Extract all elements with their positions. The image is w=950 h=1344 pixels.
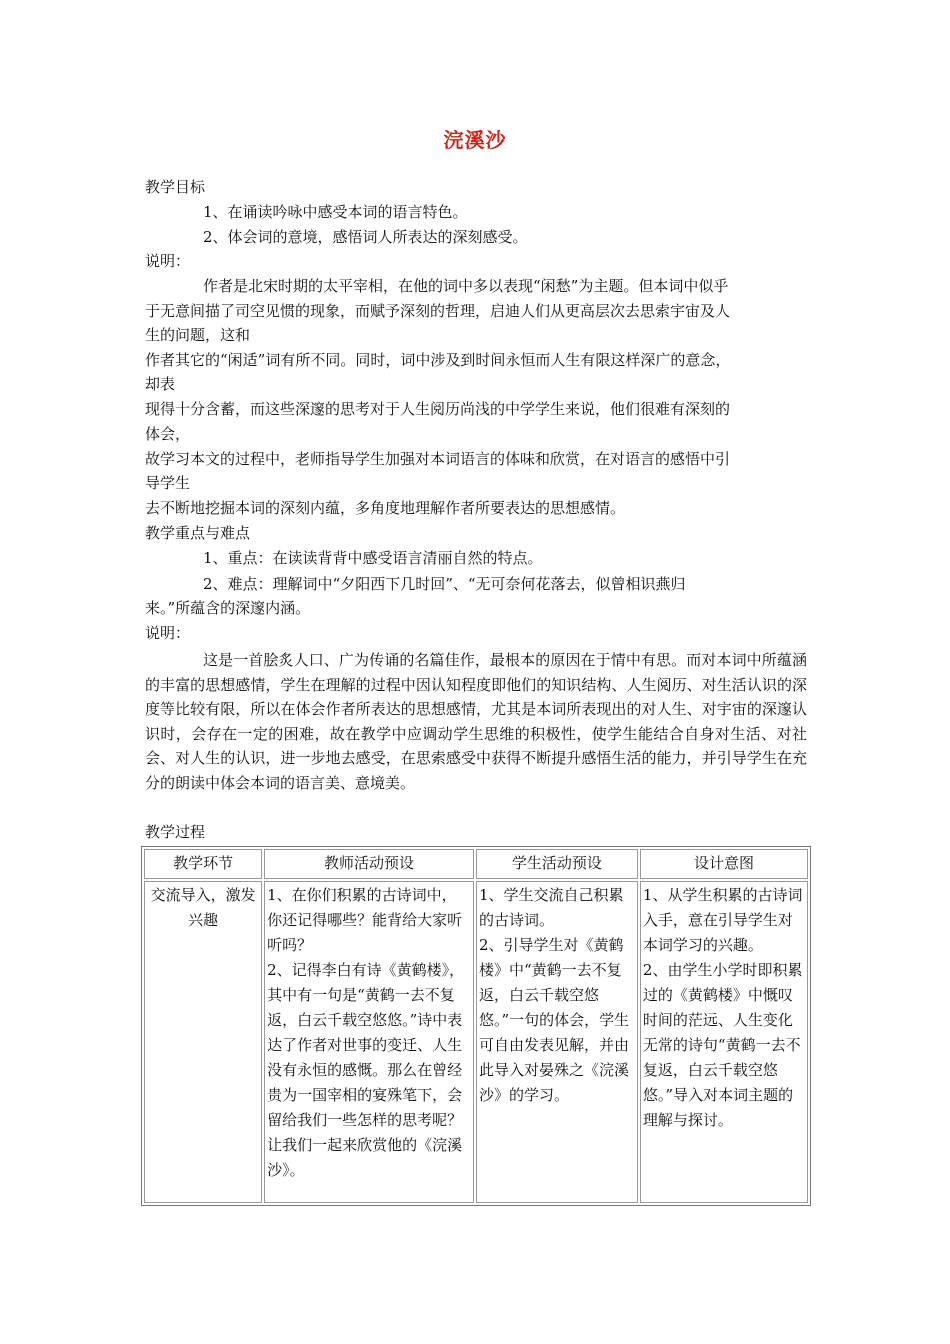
student-activity-2: 2、引导学生对《黄鹤楼》中“黄鹤一去不复返，白云千载空悠悠。”一句的体会，学生可自由发表见解，并由此导入对晏殊之《浣溪沙》的学习。: [478, 936, 630, 1104]
note1-line: 作者是北宋时期的太平宰相，在他的词中多以表现“闲愁”为主题。但本词中似乎: [203, 277, 729, 295]
note1-line: 去不断地挖掘本词的深刻内蕴，多角度地理解作者所要表达的思想感情。: [145, 499, 626, 517]
note1-line: 作者其它的“闲适”词有所不同。同时，词中涉及到时间永恒而人生有限这样深广的意念，: [145, 351, 731, 369]
intent-1: 1、从学生积累的古诗词入手，意在引导学生对本词学习的兴趣。: [642, 886, 803, 954]
cell-stage: 交流导入，激发兴趣: [144, 881, 262, 1203]
student-activity-1: 1、学生交流自己积累的古诗词。: [478, 886, 624, 929]
cell-student: [476, 881, 638, 1203]
objective-item-1: 1、在诵读吟咏中感受本词的语言特色。: [203, 203, 468, 221]
keypoint-item-2-cont: 来。”所蕴含的深邃内涵。: [145, 599, 311, 617]
table-row: [144, 881, 808, 1203]
note1-line: 现得十分含蓄，而这些深邃的思考对于人生阅历尚浅的中学学生来说，他们很难有深刻的: [145, 400, 731, 418]
note1-line: 故学习本文的过程中，老师指导学生加强对本词语言的体味和欣赏，在对语言的感悟中引: [145, 450, 731, 468]
note1-line: 体会，: [145, 425, 191, 443]
keypoints-heading: 教学重点与难点: [145, 524, 251, 542]
note1-line: 生的问题，这和: [145, 326, 251, 344]
note1-label: 说明：: [145, 252, 191, 270]
cell-teacher: [264, 881, 474, 1203]
objectives-heading: 教学目标: [145, 178, 206, 196]
note2-rest: 中所蕴涵的丰富的思想感情，学生在理解的过程中因认知程度即他们的知识结构、人生阅历、对生活认识的深度等比较有限，所以在体会作者所表达的思想感情，尤其是本词所表现出的对人生、对宇宙的深邃认识时，会存在一定的困难，故在教学中应调动学生思维的积极性，使学生能结合自身对生活、对社会、对人生的认识，进一步地去感受，在思索感受中获得不断提升感悟生活的能力，并引导学生在充分的朗读中体会本词的语言美、意境美。: [145, 651, 807, 792]
header-teacher: 教师活动预设: [264, 849, 474, 879]
note2-first: 这是一首脍炙人口、广为传诵的名篇佳作，最根本的原因在于情中有思。而对本词: [203, 651, 747, 669]
intent-2: 2、由学生小学时即积累过的《黄鹤楼》中慨叹时间的茫远、人生变化无常的诗句“黄鹤一去不复返，白云千载空悠悠。”导入对本词主题的理解与探讨。: [642, 961, 803, 1129]
note2-label: 说明：: [145, 624, 191, 642]
header-student: 学生活动预设: [476, 849, 638, 879]
keypoint-item-1: 1、重点：在读读背背中感受语言清丽自然的特点。: [203, 549, 543, 567]
note2-paragraph: [145, 648, 807, 796]
note1-line: 于无意间描了司空见惯的现象，而赋予深刻的哲理，启迪人们从更高层次去思索宇宙及人: [145, 302, 731, 320]
keypoint-item-2: 2、难点：理解词中“夕阳西下几时回”、“无可奈何花落去，似曾相识燕归: [203, 575, 686, 593]
process-heading: 教学过程: [145, 823, 206, 841]
process-table: [141, 846, 811, 1206]
header-stage: 教学环节: [144, 849, 262, 879]
cell-intent: [640, 881, 808, 1203]
header-intent: 设计意图: [640, 849, 808, 879]
objective-item-2: 2、体会词的意境，感悟词人所表达的深刻感受。: [203, 228, 528, 246]
note1-line: 导学生: [145, 474, 191, 492]
document-title: 浣溪沙: [443, 128, 507, 152]
note1-line: 却表: [145, 375, 176, 393]
table-header-row: [144, 849, 808, 879]
teacher-activity-1: 1、在你们积累的古诗词中，你还记得哪些？能背给大家听听吗？: [267, 886, 463, 954]
teacher-activity-2: 2、记得李白有诗《黄鹤楼》，其中有一句是“黄鹤一去不复返，白云千载空悠悠。”诗中表达了作者对世事的变迁、人生没有永恒的感慨。那么在曾经贵为一国宰相的宴殊笔下，会留给我们一些怎样的思考呢？让我们一起来欣赏他的《浣溪沙》。: [267, 961, 465, 1179]
